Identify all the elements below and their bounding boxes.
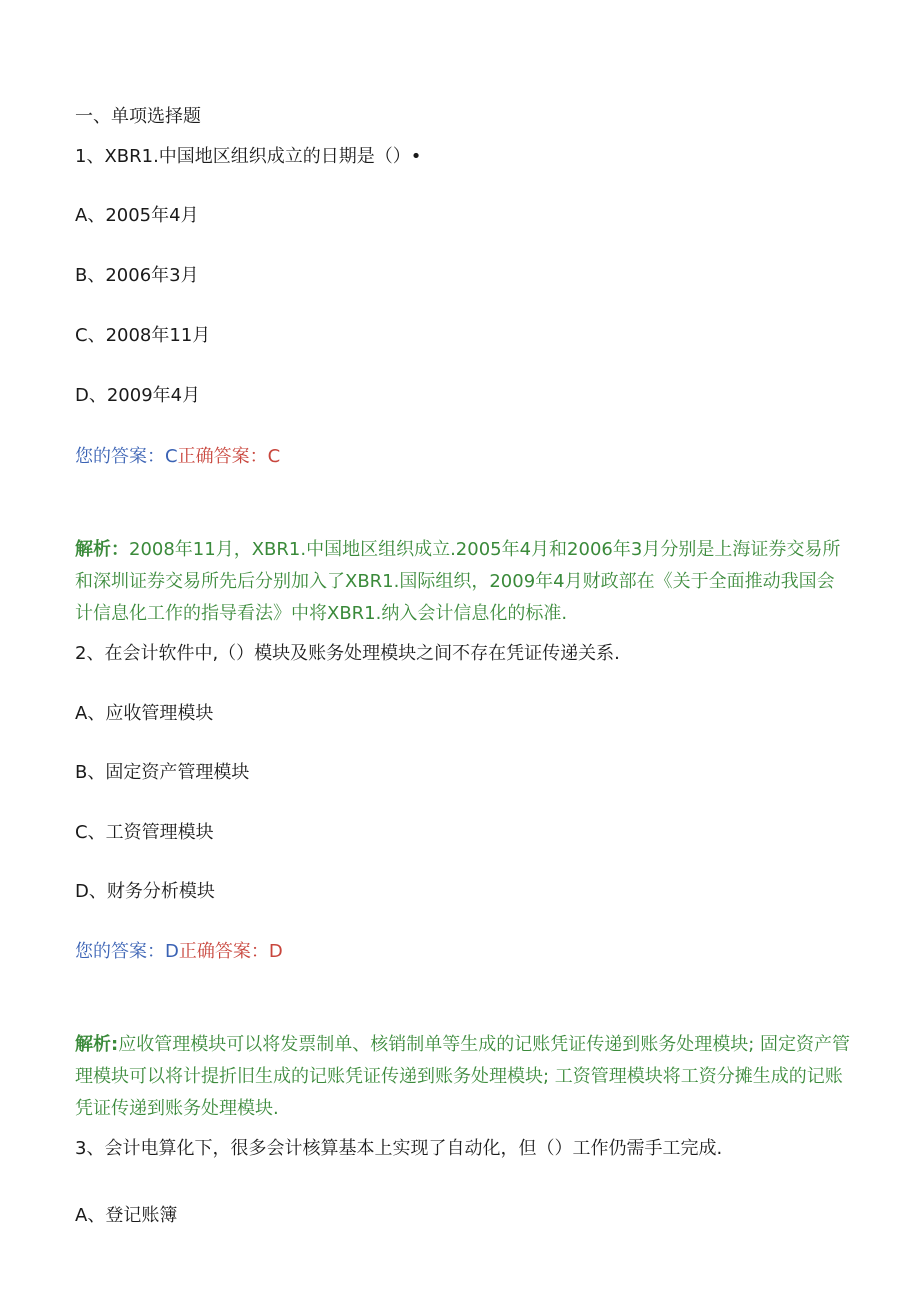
option-d[interactable]: D、财务分析模块 [75,881,215,902]
option-b[interactable]: B、固定资产管理模块 [75,762,250,783]
correct-answer: 正确答案：C [177,446,281,467]
explanation-text: 应收管理模块可以将发票制单、核销制单等生成的记账凭证传递到账务处理模块; 固定资产管理模块可以将计提折旧生成的记账凭证传递到账务处理模块; 工资管理模块将工资分摊生成的记账凭证传递到账务处理模块. [75,1034,850,1119]
section-title: 一、单项选择题 [75,106,201,127]
option-c[interactable]: C、工资管理模块 [75,822,214,843]
explanation-text: 2008年11月，XBR1.中国地区组织成立.2005年4月和2006年3月分别是上海证券交易所和深圳证券交易所先后分别加入了XBR1.国际组织，2009年4月财政部在《关于全面推动我国会计信息化工作的指导看法》中将XBR1.纳入会计信息化的标准. [75,539,841,624]
explanation [75,534,850,630]
option-a[interactable]: A、应收管理模块 [75,703,214,724]
answer-line [75,445,280,469]
question-stem: 2、在会计软件中,（）模块及账务处理模块之间不存在凭证传递关系. [75,643,620,664]
your-answer: 您的答案：D [75,941,179,962]
question-stem: 3、会计电算化下，很多会计核算基本上实现了自动化，但（）工作仍需手工完成. [75,1138,723,1159]
option-c[interactable]: C、2008年11月 [75,325,211,346]
option-a[interactable]: A、2005年4月 [75,205,199,226]
correct-answer: 正确答案：D [178,941,283,962]
your-answer: 您的答案：C [75,446,178,467]
question-stem: 1、XBR1.中国地区组织成立的日期是（）• [75,146,422,167]
explanation-label: 解析： [75,539,129,560]
option-b[interactable]: B、2006年3月 [75,265,199,286]
option-d[interactable]: D、2009年4月 [75,385,201,406]
answer-line [75,940,283,964]
explanation-label: 解析: [75,1034,119,1055]
option-a[interactable]: A、登记账簿 [75,1205,178,1226]
explanation [75,1029,850,1125]
